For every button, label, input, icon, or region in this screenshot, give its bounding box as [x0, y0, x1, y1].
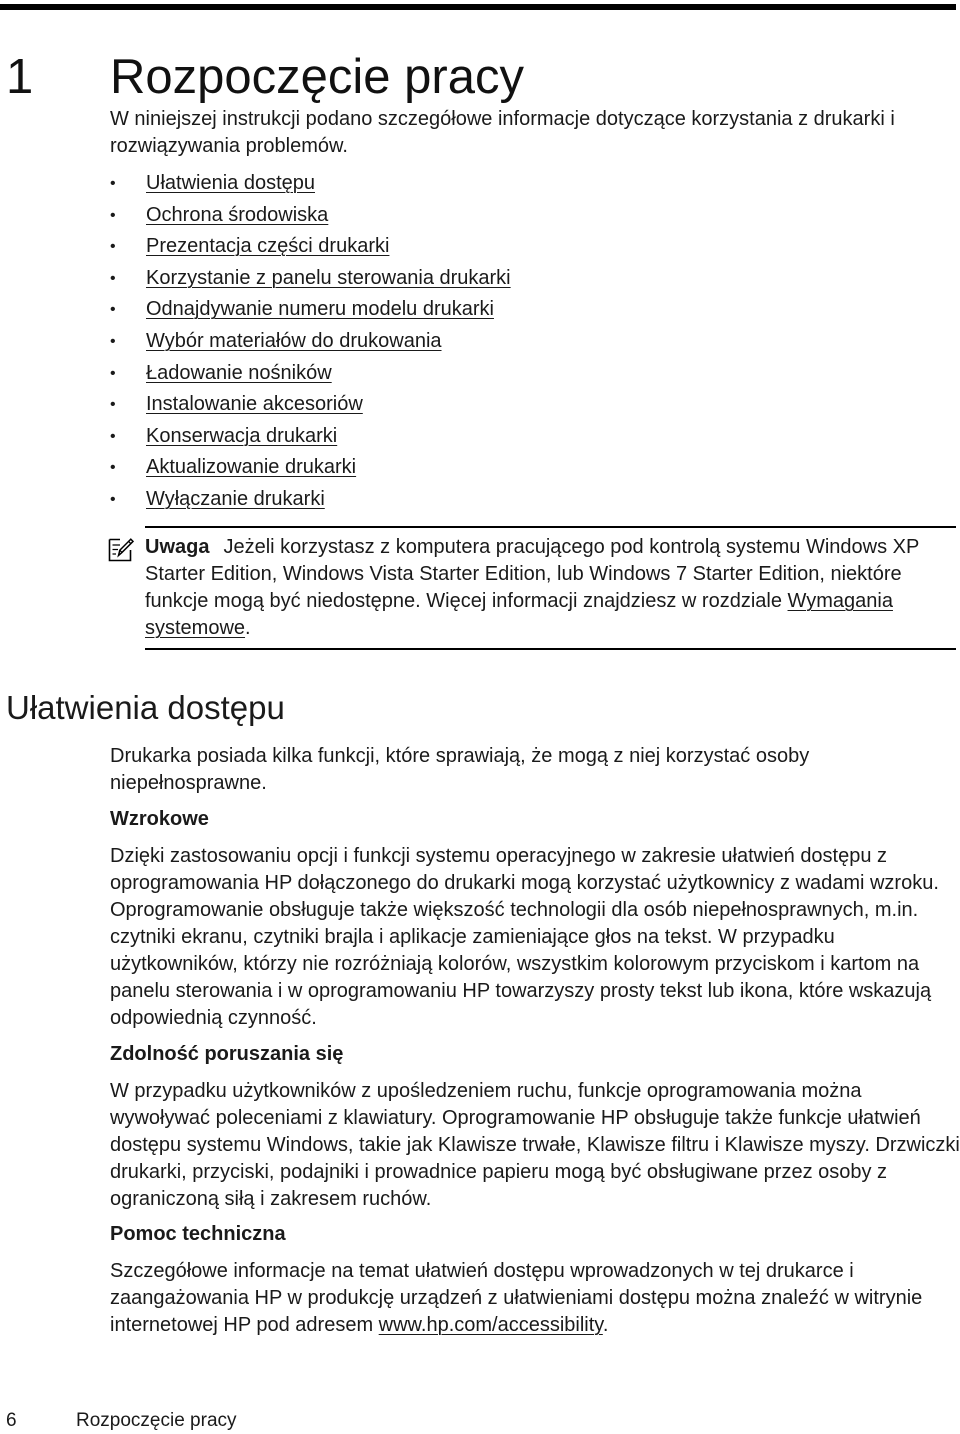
note-label: Uwaga: [145, 536, 210, 558]
bullet-icon: •: [110, 269, 116, 287]
section-heading: Ułatwienia dostępu: [6, 689, 285, 726]
paragraph-visual: Dzięki zastosowaniu opcji i funkcji systemu operacyjnego w zakresie ułatwień dostępu z oprogramowania HP dołączonego do drukarki mogą korzystać użytkownicy z wadami wzroku. Oprogramowanie obsługuje także większość technologii dla osób niepełnosprawnych, m.in. czytniki ekranu, czytniki brajla i aplikacje zamieniające głos na tekst. W przypadku użytkowników, którzy nie rozróżniają kolorów, wszystkim kolorowym przyciskom i kartom na panelu sterowania i w oprogramowaniu HP towarzyszy prosty tekst lub ikona, które wskazują odpowiednią czynność.: [110, 845, 939, 1029]
bullet-icon: •: [110, 396, 116, 414]
bullet-icon: •: [110, 332, 116, 350]
bullet-icon: •: [110, 301, 116, 319]
toc-link-environment[interactable]: Ochrona środowiska: [146, 203, 329, 226]
note-body-text: Jeżeli korzystasz z komputera pracującego pod kontrolą systemu Windows XP Starter Edition, Windows Vista Starter Edition, lub Windows 7 Starter Edition, niektóre funkcje mogą być niedostępne. Więcej informacji znajdziesz w rozdziale: [145, 536, 919, 612]
note-text: [145, 534, 955, 642]
page-footer: [6, 1408, 237, 1434]
bullet-icon: •: [110, 238, 116, 256]
list-item: [110, 484, 511, 516]
top-rule: [0, 4, 956, 10]
page-number: 6: [6, 1410, 17, 1431]
footer-chapter: Rozpoczęcie pracy: [76, 1410, 237, 1431]
bullet-icon: •: [110, 459, 116, 477]
toc-link-maintenance[interactable]: Konserwacja drukarki: [146, 424, 338, 447]
toc-link-accessories[interactable]: Instalowanie akcesoriów: [146, 393, 363, 416]
chapter-contents-list: [110, 168, 511, 516]
subheading-support: Pomoc techniczna: [110, 1223, 286, 1245]
list-item: [110, 452, 511, 484]
support-text: Szczegółowe informacje na temat ułatwień dostępu wprowadzonych w tej drukarce i zaangażowania HP w produkcję urządzeń z ułatwieniami dostępu można znaleźć w witrynie internetowej HP pod adresem: [110, 1260, 923, 1336]
note-end: .: [245, 617, 251, 639]
bullet-icon: •: [110, 427, 116, 445]
bullet-icon: •: [110, 364, 116, 382]
list-item: [110, 168, 511, 200]
bullet-icon: •: [110, 206, 116, 224]
toc-link-control-panel[interactable]: Korzystanie z panelu sterowania drukarki: [146, 266, 511, 289]
list-item: [110, 263, 511, 295]
list-item: [110, 358, 511, 390]
list-item: [110, 294, 511, 326]
system-requirements-link[interactable]: Wymagania systemowe: [145, 590, 893, 639]
toc-link-model-number[interactable]: Odnajdywanie numeru modelu drukarki: [146, 298, 494, 321]
toc-link-turn-off[interactable]: Wyłączanie drukarki: [146, 487, 325, 510]
paragraph-support: [110, 1258, 960, 1339]
list-item: [110, 421, 511, 453]
bullet-icon: •: [110, 490, 116, 508]
toc-link-load-media[interactable]: Ładowanie nośników: [146, 361, 332, 384]
subheading-visual: Wzrokowe: [110, 808, 209, 830]
section-intro: Drukarka posiada kilka funkcji, które sprawiają, że mogą z niej korzystać osoby niepełnosprawne.: [110, 745, 810, 794]
list-item: [110, 389, 511, 421]
chapter-title-text: Rozpoczęcie pracy: [110, 49, 524, 104]
bullet-icon: •: [110, 175, 116, 192]
note-pencil-icon: [108, 536, 134, 562]
intro-paragraph: W niniejszej instrukcji podano szczegółowe informacje dotyczące korzystania z drukarki i rozwiązywania problemów.: [110, 108, 895, 157]
accessibility-url-link[interactable]: www.hp.com/accessibility: [378, 1314, 603, 1336]
note-rule-top: [145, 526, 956, 528]
toc-link-print-media[interactable]: Wybór materiałów do drukowania: [146, 329, 442, 352]
list-item: [110, 200, 511, 232]
note-rule-bottom: [145, 648, 956, 650]
paragraph-mobility: W przypadku użytkowników z upośledzeniem ruchu, funkcje oprogramowania można wywoływać poleceniami z klawiatury. Oprogramowanie HP obsługuje także funkcje ułatwień dostępu systemu Windows, takie jak Klawisze trwałe, Klawisze filtru i Klawisze myszy. Drzwiczki drukarki, przyciski, podajniki i prowadnice papieru mogą być obsługiwane przez osoby z ograniczoną siłą i zakresem ruchów.: [110, 1080, 960, 1210]
list-item: [110, 326, 511, 358]
support-end: .: [602, 1314, 609, 1336]
chapter-number: 1: [6, 49, 34, 104]
toc-link-accessibility[interactable]: Ułatwienia dostępu: [146, 172, 315, 194]
toc-link-update[interactable]: Aktualizowanie drukarki: [146, 456, 357, 479]
subheading-mobility: Zdolność poruszania się: [110, 1043, 344, 1065]
toc-link-printer-parts[interactable]: Prezentacja części drukarki: [146, 235, 390, 258]
chapter-title: [6, 47, 524, 107]
list-item: [110, 231, 511, 263]
